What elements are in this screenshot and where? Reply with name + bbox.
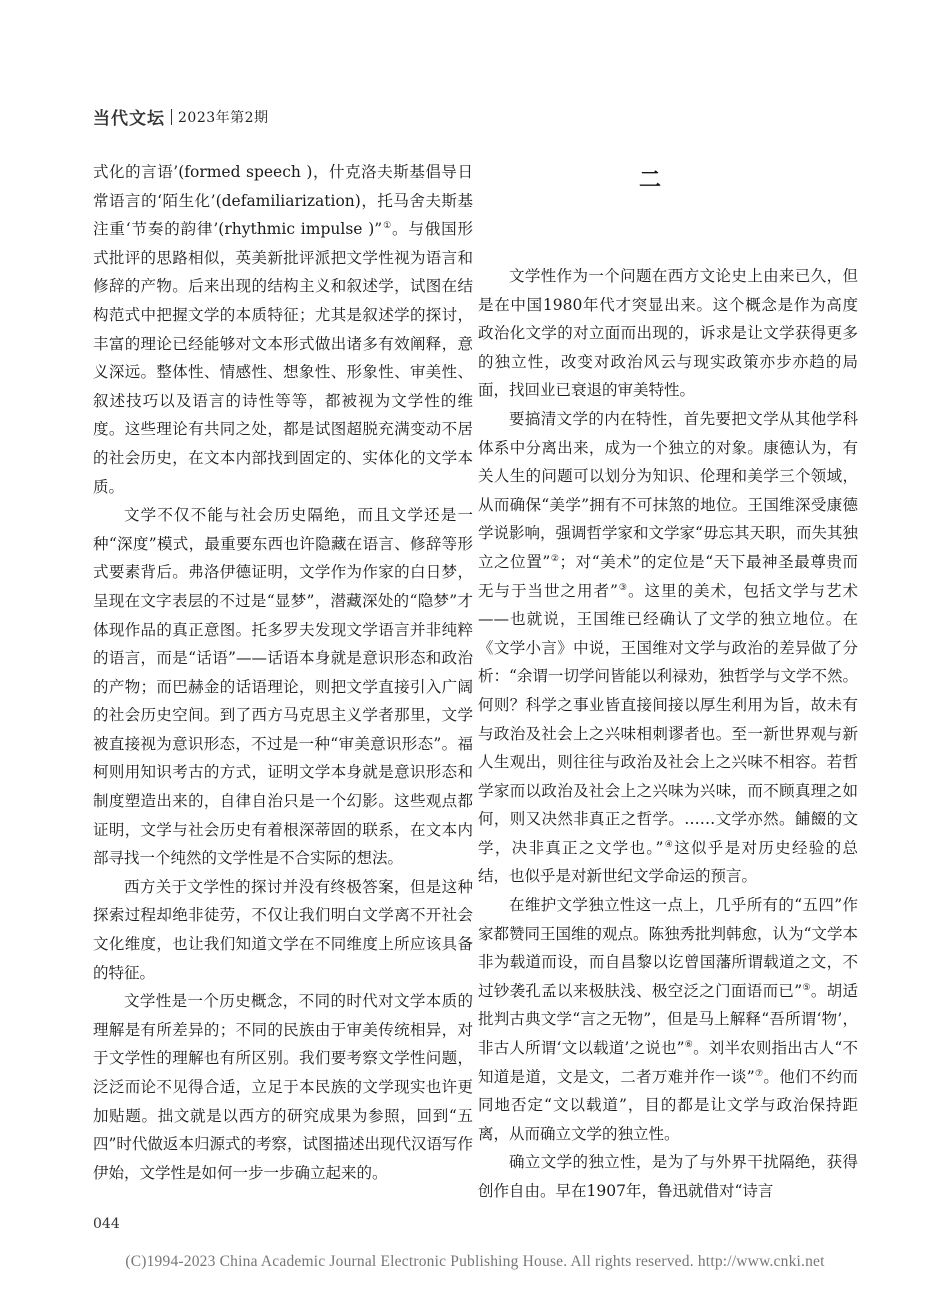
- copyright-footer: (C)1994-2023 China Academic Journal Electronic Publishing House. All rights reserved. http://www.cnki.net: [125, 1253, 825, 1270]
- footnote-ref[interactable]: ①: [382, 221, 393, 232]
- footnote-ref[interactable]: ⑦: [754, 1068, 764, 1079]
- footnote-ref[interactable]: ⑤: [802, 982, 811, 993]
- paragraph: 式化的言语’(formed speech )，什克洛夫斯基倡导日常语言的‘陌生化’(defamiliarization)，托马舍夫斯基注重‘节奏的韵律’(rhythmic impulse )”①。与俄国形式批评的思路相似，英美新批评派把文学性视为语言和修辞的产物。后来出现的结构主义和叙述学，试图在结构范式中把握文学的本质特征；尤其是叙述学的探讨，丰富的理论已经能够对文本形式做出诸多有效阐释，意义深远。整体性、情感性、想象性、形象性、审美性、叙述技巧以及语言的诗性等等，都被视为文学性的维度。这些理论有共同之处，都是试图超脱充满变动不居的社会历史，在文本内部找到固定的、实体化的文学本质。: [93, 163, 473, 496]
- paragraph: 文学不仅不能与社会历史隔绝，而且文学还是一种“深度”模式，最重要东西也许隐藏在语言、修辞等形式要素背后。弗洛伊德证明，文学作为作家的白日梦，呈现在文字表层的不过是“显梦”，潜藏深处的“隐梦”才体现作品的真正意图。托多罗夫发现文学语言并非纯粹的语言，而是“话语”——话语本身就是意识形态和政治的产物；而巴赫金的话语理论，则把文学直接引入广阔的社会历史空间。到了西方马克思主义学者那里，文学被直接视为意识形态，不过是一种“审美意识形态”。福柯则用知识考古的方式，证明文学本身就是意识形态和制度塑造出来的，自律自治只是一个幻影。这些观点都证明，文学与社会历史有着根深蒂固的联系，在文本内部寻找一个纯然的文学性是不合实际的想法。: [93, 506, 473, 868]
- paragraph: 文学性是一个历史概念，不同的时代对文学本质的理解是有所差异的；不同的民族由于审美传统相异，对于文学性的理解也有所区别。我们要考察文学性问题，泛泛而论不见得合适，立足于本民族的文学现实也许更加贴题。拙文就是以西方的研究成果为参照，回到“五四”时代做返本归源式的考察，试图描述出现代汉语写作伊始，文学性是如何一步一步确立起来的。: [93, 992, 473, 1182]
- journal-logo: 当代文坛: [93, 109, 165, 129]
- paragraph: 要搞清文学的内在特性，首先要把文学从其他学科体系中分离出来，成为一个独立的对象。康德认为，有关人生的问题可以划分为知识、伦理和美学三个领域，从而确保“美学”拥有不可抹煞的地位。王国维深受康德学说影响，强调哲学家和文学家“毋忘其天职，而失其独立之位置”②；对“美术”的定位是“天下最神圣最尊贵而无与于当世之用者”③。这里的美术，包括文学与艺术——也就说，王国维已经确认了文学的独立地位。在《文学小言》中说，王国维对文学与政治的差异做了分析：“余谓一切学问皆能以利禄劝，独哲学与文学不然。何则？科学之事业皆直接间接以厚生利用为旨，故未有与政治及社会上之兴味相刺谬者也。至一新世界观与新人生观出，则往往与政治及社会上之兴味不相容。若哲学家而以政治及社会上之兴味为兴味，而不顾真理之如何，则又决然非真正之哲学。……文学亦然。餔餟的文学，决非真正之文学也。”④这似乎是对历史经验的总结，也似乎是对新世纪文学命运的预言。: [478, 409, 858, 886]
- paragraph: 确立文学的独立性，是为了与外界干扰隔绝，获得创作自由。早在1907年，鲁迅就借对“诗言: [478, 1153, 858, 1200]
- right-column: [478, 262, 858, 1206]
- section-heading: 二: [638, 167, 663, 193]
- footnote-ref[interactable]: ④: [663, 839, 675, 850]
- paragraph: 在维护文学独立性这一点上，几乎所有的“五四”作家都赞同王国维的观点。陈独秀批判韩愈，认为“文学本非为载道而设，而自昌黎以讫曾国藩所谓载道之文，不过钞袭孔孟以来极肤浅、极空泛之门面语而已”⑤。胡适批判古典文学“言之无物”，但是马上解释“吾所谓‘物’，非古人所谓‘文以载道’之说也”⑥。刘半农则指出古人“不知道是道，文是文，二者万难并作一谈”⑦。他们不约而同地否定“文以载道”，目的都是让文学与政治保持距离，从而确立文学的独立性。: [478, 896, 858, 1143]
- issue-label: 2023年第2期: [178, 109, 269, 126]
- footnote-ref[interactable]: ⑥: [684, 1039, 694, 1050]
- footnote-ref[interactable]: ②: [550, 553, 560, 564]
- page-number: 044: [93, 1216, 120, 1232]
- footnote-ref[interactable]: ③: [617, 582, 628, 593]
- paragraph: 文学性作为一个问题在西方文论史上由来已久，但是在中国1980年代才突显出来。这个概念是作为高度政治化文学的对立面而出现的，诉求是让文学获得更多的独立性，改变对政治风云与现实政策亦步亦趋的局面，找回业已衰退的审美特性。: [478, 267, 858, 400]
- left-column: [93, 158, 473, 1187]
- header-divider: [171, 109, 172, 125]
- running-header: [93, 104, 269, 129]
- paragraph: 西方关于文学性的探讨并没有终极答案，但是这种探索过程却绝非徒劳，不仅让我们明白文学离不开社会文化维度，也让我们知道文学在不同维度上所应该具备的特征。: [93, 877, 473, 982]
